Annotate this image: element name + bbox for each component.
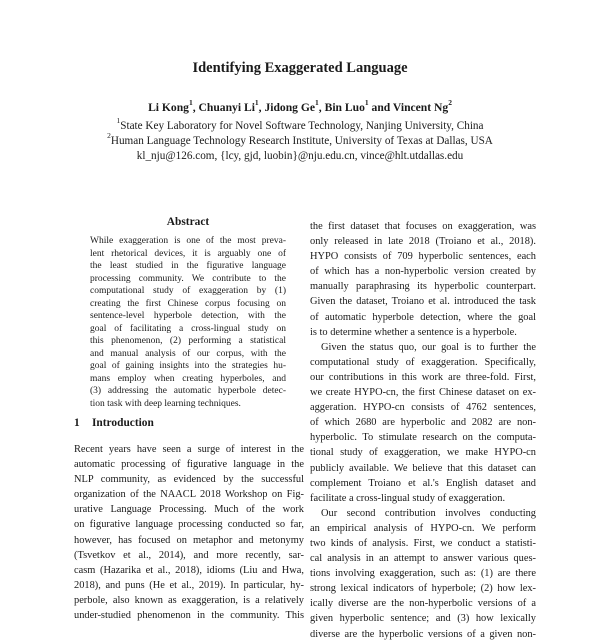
section-heading-introduction [74, 416, 304, 430]
abstract-line: this phenomenon, (2) performing a statistical [90, 336, 286, 346]
section-title: Introduction [92, 417, 154, 429]
body-line: computational study of exaggeration. Specifically, [310, 356, 536, 368]
abstract-line: the least studied in the figurative language [90, 261, 286, 271]
abstract-line: and manual analysis of our corpus, with the [90, 348, 286, 359]
abstract-line: computational study of exaggeration by (1) [90, 286, 286, 296]
author-affiliation-marker: 2 [448, 98, 452, 108]
body-line: however, has focused on metaphor and metonymy [74, 534, 304, 546]
body-line: urative Language Processing. Much of the work [74, 504, 304, 516]
abstract-heading: Abstract [166, 216, 210, 228]
body-line: publicly available. We believe that this dataset can [310, 462, 536, 474]
abstract-line: (3) addressing the automatic hyperbole detec- [90, 386, 286, 396]
affiliation-1-text: State Key Laboratory for Novel Software Technology, Nanjing University, China [120, 120, 484, 132]
body-line: on figurative language processing conducted so far, [74, 519, 304, 531]
body-line: NLP community, as evidenced by the successful [74, 474, 304, 486]
body-line: casm (Hazarika et al., 2018), idioms (Liu and Hwa, [74, 564, 304, 576]
author-separator: and [368, 101, 393, 114]
abstract-line: goal of gaining insights into the strategies hu- [90, 361, 286, 371]
abstract-line: tion task with deep learning techniques. [90, 398, 241, 409]
body-line: of automatic hyperbole detection, where the goal [310, 311, 536, 323]
body-line: tional study of exaggeration, we make HYPO-cn [310, 447, 536, 459]
body-line: only released in late 2018 (Troiano et al., 2018). [310, 236, 536, 248]
affiliation-1-marker: 1 [116, 116, 121, 126]
body-line: (Tsvetkov et al., 2014), and more recently, sar- [74, 549, 304, 561]
author-name: Bin Luo [324, 101, 365, 114]
body-line: two kinds of analysis. First, we conduct a statisti- [310, 537, 536, 549]
affiliation-2-marker: 2 [107, 131, 111, 141]
affiliation-2 [0, 131, 600, 148]
body-line: Our second contribution involves conducting [321, 507, 536, 519]
body-line: of which 2680 are hyperbolic and 2082 are non- [310, 417, 536, 429]
body-line: Given the status quo, our goal is to further the [321, 341, 536, 353]
section-number: 1 [74, 417, 80, 429]
author-separator: , [318, 101, 325, 114]
right-column-text [310, 219, 536, 642]
author-separator: , [192, 101, 199, 114]
author-name: Li Kong [148, 101, 189, 114]
body-line: cal analysis in an attempt to answer various ques- [310, 553, 536, 565]
abstract-line: goal of facilitating a cross-lingual study on [90, 323, 286, 334]
author-name: Jidong Ge [264, 101, 316, 114]
body-line: organization of the NAACL 2018 Workshop on Fig- [74, 489, 304, 501]
body-line: strong lexical indicators of hyperbole; (2) how lex- [310, 583, 536, 595]
body-line: diverse are the hyperbolic versions of a given non- [310, 628, 536, 640]
abstract-line: creating the first Chinese corpus focusing on [90, 298, 286, 309]
body-line: tions involving exaggeration, such as: (1) are there [310, 568, 536, 580]
body-line: 2018), and puns (He et al., 2019). In particular, hy- [74, 579, 304, 591]
body-line: hyperbolic. To stimulate research on the computa- [310, 432, 536, 444]
body-line: Given the dataset, Troiano et al. introduced the task [310, 296, 536, 308]
body-line: of which has a non-hyperbolic version created by [310, 266, 536, 278]
body-line: under-studied phenomenon in the community. This [74, 610, 304, 622]
author-affiliation-marker: 1 [364, 98, 369, 108]
author-emails: kl_nju@126.com, {lcy, gjd, luobin}@nju.edu.cn, vince@hlt.utdallas.edu [136, 150, 464, 162]
body-line: Recent years have seen a surge of interest in the [74, 444, 304, 455]
author-name: Vincent Ng [392, 101, 449, 114]
abstract-body [90, 235, 286, 410]
body-line: given hyperbolic sentence; and (3) how lexically [310, 613, 536, 625]
body-line: automatic processing of figurative language in the [74, 459, 304, 471]
abstract-line: processing community. We contribute to the [90, 273, 286, 284]
paper-title: Identifying Exaggerated Language [192, 60, 408, 76]
abstract-line: sentence-level hyperbole detection, with the [90, 311, 286, 321]
author-affiliation-marker: 1 [315, 98, 319, 108]
body-line: facilitate a cross-lingual study of exaggeration. [310, 492, 506, 504]
body-line: ically diverse are the non-hyperbolic versions of a [310, 598, 536, 610]
author-affiliation-marker: 1 [188, 98, 193, 108]
author-affiliation-marker: 1 [254, 98, 259, 108]
body-line: the first dataset that focuses on exaggeration, was [310, 221, 536, 232]
body-line: aggeration. HYPO-cn consists of 4762 sentences, [310, 402, 536, 414]
body-line: is to determine whether a sentence is a hyperbole. [310, 326, 517, 338]
body-line: an empirical analysis of HYPO-cn. We perform [310, 522, 536, 534]
affiliation-1 [0, 116, 600, 133]
abstract-line: While exaggeration is one of the most preva- [90, 236, 286, 246]
body-line: manually paraphrasing its hyperbolic counterpart. [310, 281, 536, 293]
abstract-line: lent rhetorical devices, it is arguably one of [90, 248, 286, 259]
body-line: perbole, also known as exaggeration, is a relatively [74, 594, 304, 606]
body-line: complement Troiano et al.'s English dataset and [310, 477, 536, 489]
author-name: Chuanyi Li [198, 101, 255, 114]
introduction-left-column [74, 442, 304, 623]
body-line: HYPO consists of 709 hyperbolic sentences, each [310, 251, 536, 263]
affiliation-2-text: Human Language Technology Research Institute, University of Texas at Dallas, USA [110, 135, 493, 147]
body-line: we create HYPO-cn, the first Chinese dataset on ex- [310, 387, 536, 399]
author-list [0, 98, 600, 115]
author-separator: , [258, 101, 265, 114]
body-line: our contributions in this work are three-fold. First, [310, 371, 536, 383]
abstract-line: mans employ when creating hyperboles, and [90, 373, 286, 384]
